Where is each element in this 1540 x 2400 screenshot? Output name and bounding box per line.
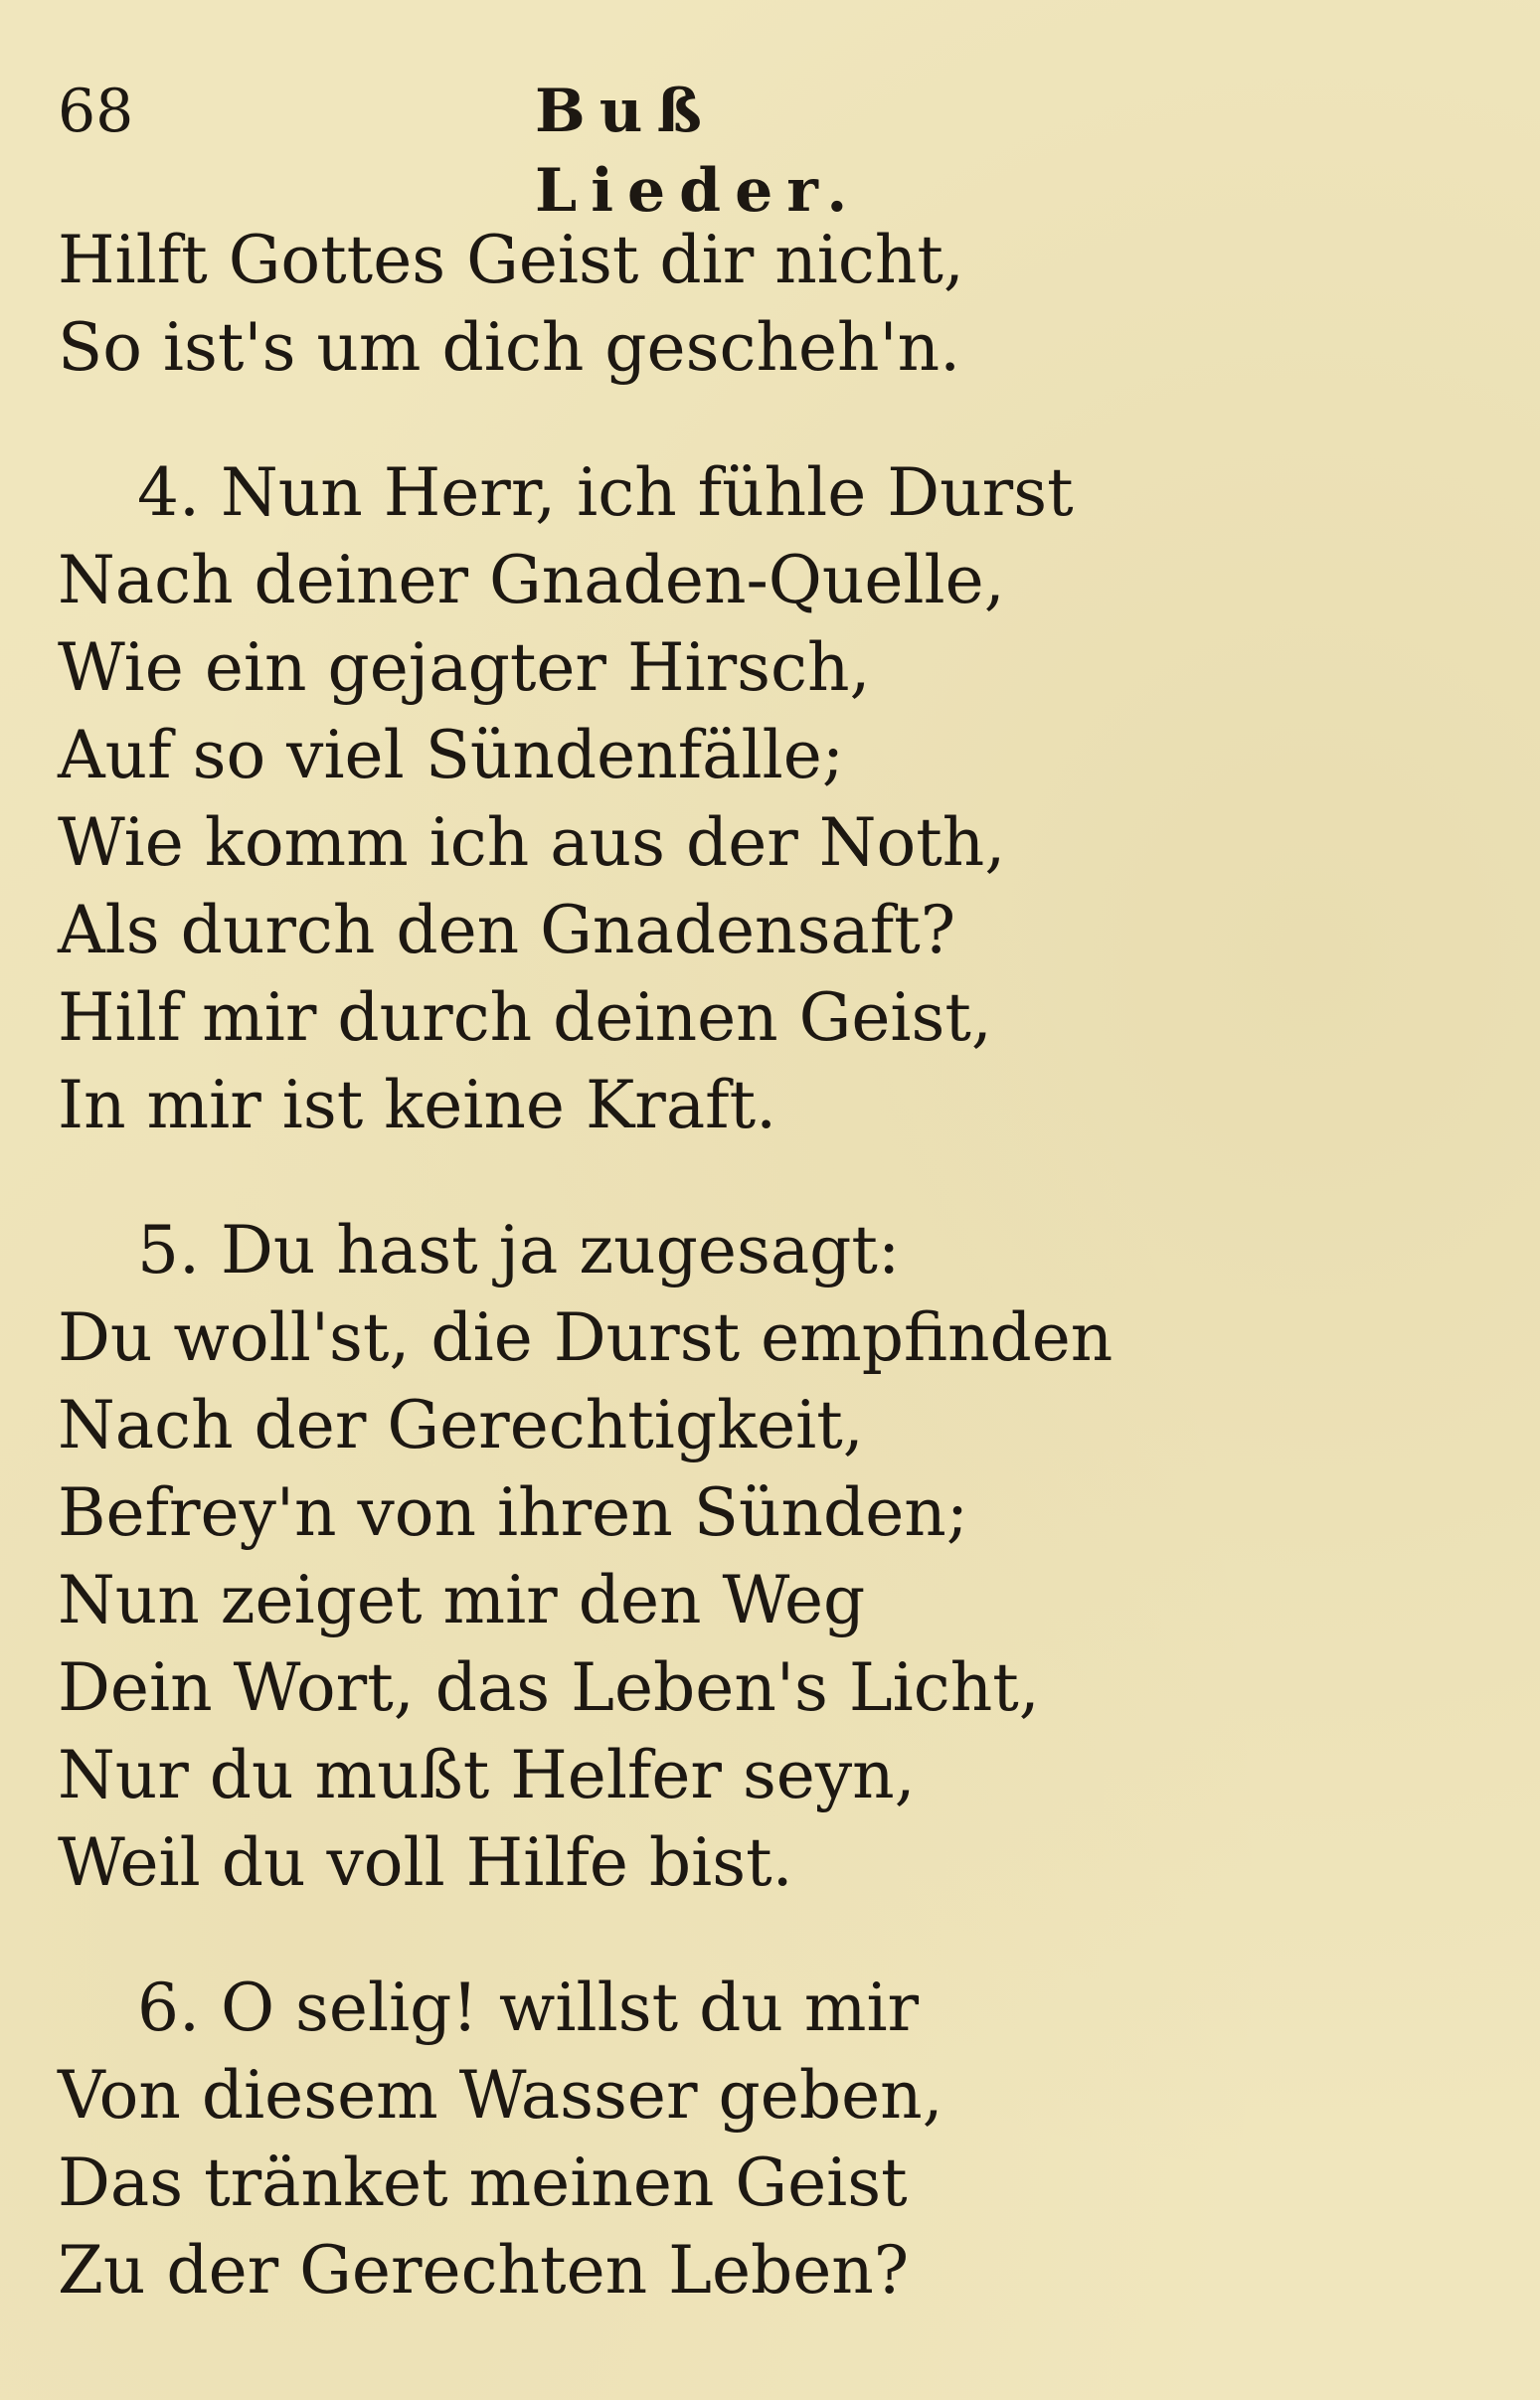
verse-6: [58, 1965, 1131, 2314]
verse-line: Wie ein gejagter Hirsch,: [58, 629, 871, 706]
verse-line: Nach deiner Gnaden-Quelle,: [58, 542, 1005, 618]
verse-line: Auf so viel Sündenfälle;: [58, 717, 845, 793]
verse-line: So ist's um dich gescheh'n.: [58, 309, 961, 386]
page-number: 68: [58, 77, 134, 146]
verse-4: [58, 449, 1131, 1149]
running-title: Buß Lieder.: [535, 77, 862, 226]
verse-line: Von diesem Wasser geben,: [58, 2057, 943, 2134]
verse-line: Weil du voll Hilfe bist.: [58, 1824, 793, 1901]
hymn-text: [58, 217, 1131, 2314]
verse-continuation: [58, 217, 1131, 392]
verse-5: [58, 1207, 1131, 1907]
page-header: [58, 72, 1052, 226]
verse-line: Hilft Gottes Geist dir nicht,: [58, 222, 964, 298]
verse-line: Befrey'n von ihren Sünden;: [58, 1474, 969, 1551]
verse-line: 5. Du hast ja zugesagt:: [137, 1212, 901, 1288]
bleed-through-texture: [1113, 179, 1531, 2316]
verse-line: Hilf mir durch deinen Geist,: [58, 979, 992, 1056]
verse-line: In mir ist keine Kraft.: [58, 1067, 777, 1143]
verse-line: Wie komm ich aus der Noth,: [58, 804, 1006, 881]
verse-line: 6. O selig! willst du mir: [137, 1970, 920, 2046]
verse-line: Zu der Gerechten Leben?: [58, 2232, 910, 2309]
verse-line: 4. Nun Herr, ich fühle Durst: [137, 454, 1074, 531]
verse-line: Nach der Gerechtigkeit,: [58, 1387, 864, 1463]
verse-line: Nur du mußt Helfer seyn,: [58, 1737, 916, 1813]
verse-line: Nun zeiget mir den Weg: [58, 1562, 866, 1638]
verse-line: Das tränket meinen Geist: [58, 2144, 908, 2221]
verse-line: Als durch den Gnadensaft?: [58, 892, 956, 968]
verse-line: Du woll'st, die Durst empfinden: [58, 1299, 1113, 1376]
verse-line: Dein Wort, das Leben's Licht,: [58, 1649, 1040, 1726]
